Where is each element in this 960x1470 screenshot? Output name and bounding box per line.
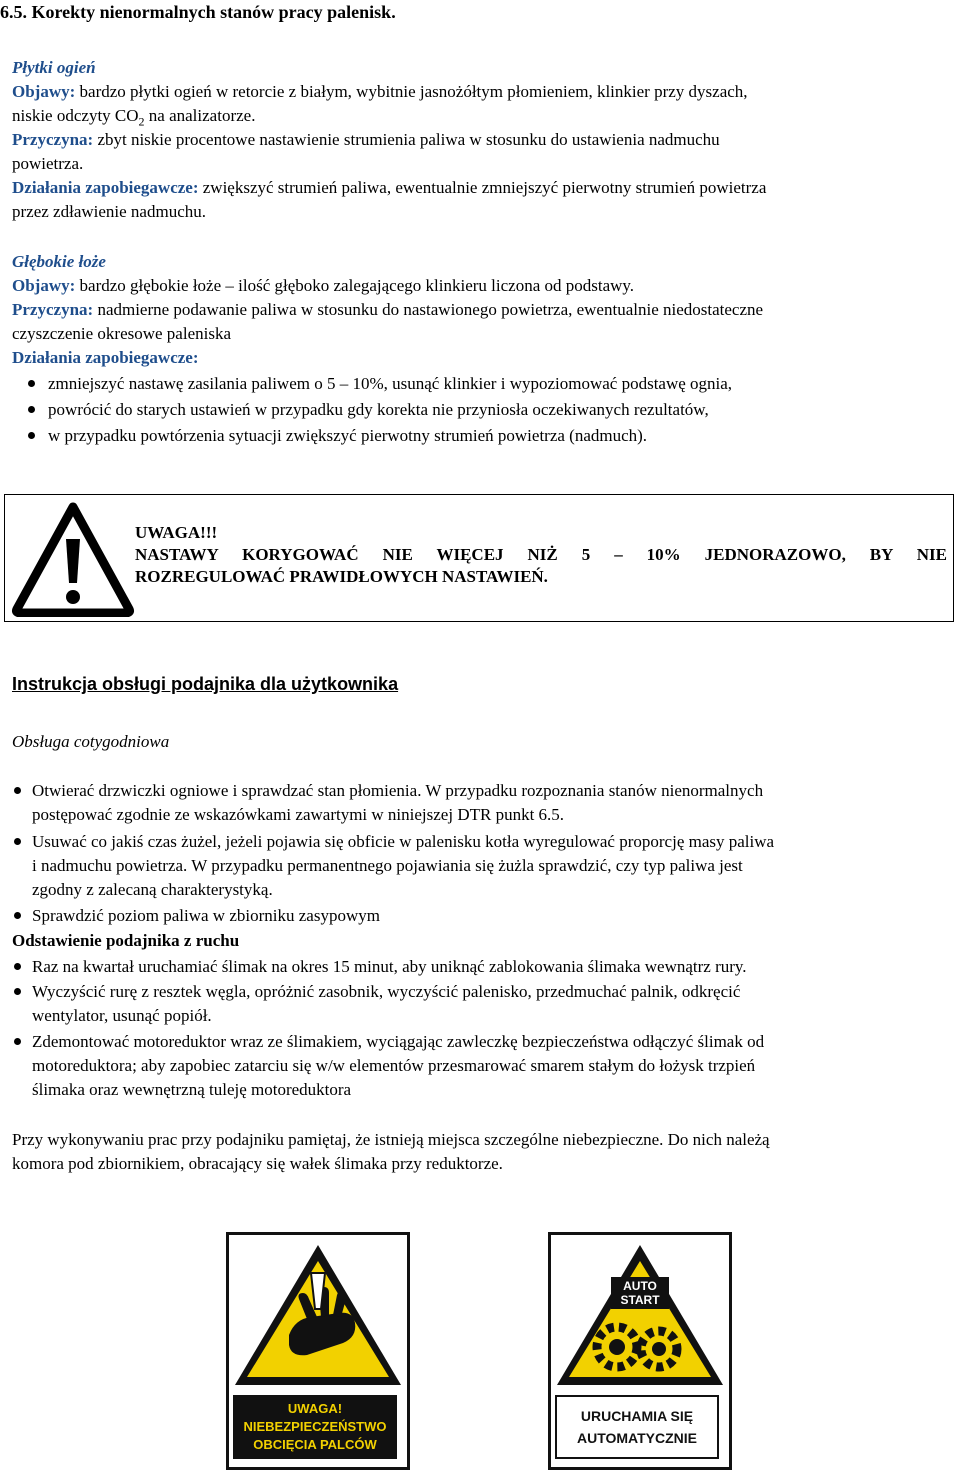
list-item: powrócić do starych ustawień w przypadku gdy korekta nie przyniosła oczekiwanych rezultatów, bbox=[48, 400, 709, 419]
shallow-fire-title: Płytki ogień bbox=[12, 58, 96, 77]
bullet-icon bbox=[14, 912, 21, 919]
list-item-line: ślimaka oraz wewnętrzną tuleję motoreduktora bbox=[32, 1080, 352, 1099]
text: nadmierne podawanie paliwa w stosunku do nastawionego powietrza, ewentualnie niedostateczne bbox=[93, 300, 764, 319]
deep-bed-symptoms bbox=[12, 274, 634, 298]
text: bardzo płytki ogień w retorcie z białym, wybitnie jasnożółtym płomieniem, klinkier przy dyszach, bbox=[75, 82, 748, 101]
sign-label-line: UWAGA! bbox=[287, 1401, 343, 1416]
bullet-icon bbox=[14, 787, 21, 794]
label: Objawy: bbox=[12, 276, 76, 295]
warning-line-2: ROZREGULOWAĆ PRAWIDŁOWYCH NASTAWIEŃ. bbox=[135, 567, 548, 586]
deep-bed-title: Głębokie łoże bbox=[12, 252, 106, 271]
auto-start-gear-icon bbox=[551, 1239, 729, 1389]
bullet-icon bbox=[14, 1038, 21, 1045]
sign-label-line: URUCHAMIA SIĘ bbox=[580, 1408, 694, 1424]
warning-triangle-icon bbox=[11, 501, 135, 617]
list-item-line: zgodny z zalecaną charakterystyką. bbox=[32, 880, 273, 899]
shallow-fire-prevent-cont: przez zdławienie nadmuchu. bbox=[12, 202, 206, 221]
bullet-icon bbox=[14, 988, 21, 995]
shallow-fire-symptoms bbox=[12, 80, 748, 104]
warning-title: UWAGA!!! bbox=[135, 523, 218, 542]
list-item-line: Otwierać drzwiczki ogniowe i sprawdzać stan płomienia. W przypadku rozpoznania stanów nienormalnych bbox=[32, 781, 764, 800]
bullet-icon bbox=[28, 432, 35, 439]
list-item-line: Wyczyścić rurę z resztek węgla, opróżnić zasobnik, wyczyścić palenisko, przedmuchać palnik, odkręcić bbox=[32, 982, 741, 1001]
sign-label-panel bbox=[555, 1395, 719, 1459]
hand-cut-hazard-icon bbox=[229, 1239, 407, 1389]
subscript: 2 bbox=[138, 114, 145, 129]
list-item-line: wentylator, usunąć popiół. bbox=[32, 1006, 212, 1025]
deep-bed-prevent-label: Działania zapobiegawcze: bbox=[12, 348, 199, 367]
list-item-line: i nadmuchu powietrza. W przypadku permanentnego pojawiania się żużla sprawdzić, czy typ paliwa jest bbox=[32, 856, 743, 875]
auto-start-badge bbox=[611, 1277, 669, 1309]
sign-label-line: OBCIĘCIA PALCÓW bbox=[253, 1437, 377, 1452]
list-item-line: Sprawdzić poziom paliwa w zbiorniku zasypowym bbox=[32, 906, 380, 925]
closing-paragraph-line-2: komora pod zbiornikiem, obracający się wałek ślimaka przy reduktorze. bbox=[12, 1154, 503, 1173]
text: zwiększyć strumień paliwa, ewentualnie zmniejszyć pierwotny strumień powietrza bbox=[198, 178, 767, 197]
text: na analizatorze. bbox=[144, 106, 256, 125]
list-item: w przypadku powtórzenia sytuacji zwiększyć pierwotny strumień powietrza (nadmuch). bbox=[48, 426, 648, 445]
label: Objawy: bbox=[12, 82, 76, 101]
deep-bed-cause bbox=[12, 298, 763, 322]
list-item-line: motoreduktora; aby zapobiec zatarciu się w/w elementów przesmarować smarem stałym do łożysk trzpień bbox=[32, 1056, 756, 1075]
warning-line-1: NASTAWY KORYGOWAĆ NIE WIĘCEJ NIŻ 5 – 10% JEDNORAZOWO, BY NIE bbox=[135, 545, 947, 564]
label: Działania zapobiegawcze: bbox=[12, 178, 199, 197]
list-item-line: Zdemontować motoreduktor wraz ze ślimakiem, wyciągając zawleczkę bezpieczeństwa odłączyć ślimak od bbox=[32, 1032, 765, 1051]
bullet-icon bbox=[28, 380, 35, 387]
closing-paragraph-line-1: Przy wykonywaniu prac przy podajniku pamiętaj, że istnieją miejsca szczególne niebezpieczne. Do nich należą bbox=[12, 1130, 770, 1149]
list-item-line: Raz na kwartał uruchamiać ślimak na okres 15 minut, aby uniknąć zablokowania ślimaka wewnątrz rury. bbox=[32, 957, 747, 976]
list-item: zmniejszyć nastawę zasilania paliwem o 5 – 10%, usunąć klinkier i wypoziomować podstawę ognia, bbox=[48, 374, 733, 393]
auto-start-warning-sign bbox=[548, 1232, 732, 1470]
list-item-line: postępować zgodnie ze wskazówkami zawartymi w niniejszej DTR punkt 6.5. bbox=[32, 805, 565, 824]
shallow-fire-cause-cont: powietrza. bbox=[12, 154, 84, 173]
section-heading: 6.5. Korekty nienormalnych stanów pracy palenisk. bbox=[0, 2, 396, 22]
label: Przyczyna: bbox=[12, 300, 94, 319]
bullet-icon bbox=[28, 406, 35, 413]
sign-label-line: AUTOMATYCZNIE bbox=[576, 1430, 698, 1446]
badge-line: START bbox=[620, 1293, 660, 1307]
shallow-fire-cause bbox=[12, 128, 720, 152]
list-item-line: Usuwać co jakiś czas żużel, jeżeli pojawia się obficie w palenisku kotła wyregulować proporcję masy paliwa bbox=[32, 832, 775, 851]
bullet-icon bbox=[14, 963, 21, 970]
label: Przyczyna: bbox=[12, 130, 94, 149]
shallow-fire-prevent bbox=[12, 176, 766, 200]
sign-label-panel bbox=[233, 1395, 397, 1459]
deep-bed-cause-cont: czyszczenie okresowe paleniska bbox=[12, 324, 231, 343]
finger-cut-warning-sign bbox=[226, 1232, 410, 1470]
weekly-title: Obsługa cotygodniowa bbox=[12, 732, 170, 751]
instructions-heading: Instrukcja obsługi podajnika dla użytkownika bbox=[12, 674, 399, 694]
shutdown-title: Odstawienie podajnika z ruchu bbox=[12, 931, 240, 950]
warning-box bbox=[4, 494, 954, 622]
text: zbyt niskie procentowe nastawienie strumienia paliwa w stosunku do ustawienia nadmuchu bbox=[93, 130, 720, 149]
sign-label-line: NIEBEZPIECZEŃSTWO bbox=[243, 1419, 387, 1434]
text: niskie odczyty CO bbox=[12, 106, 139, 125]
text: bardzo głębokie łoże – ilość głęboko zalegającego klinkieru liczona od podstawy. bbox=[75, 276, 635, 295]
bullet-icon bbox=[14, 838, 21, 845]
badge-line: AUTO bbox=[623, 1279, 657, 1293]
